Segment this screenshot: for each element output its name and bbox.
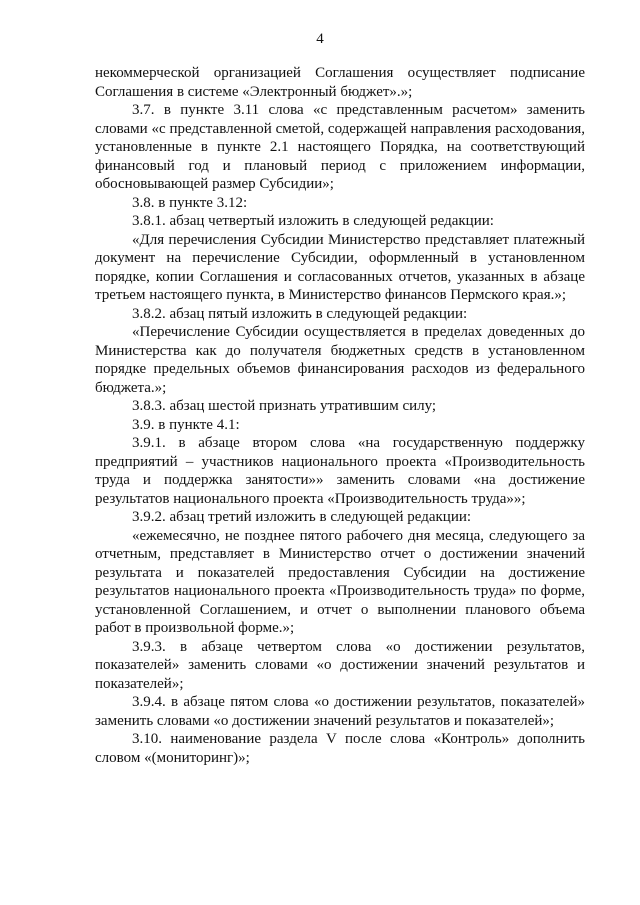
document-body: [95, 64, 585, 767]
paragraph-3-10: 3.10. наименование раздела V после слова «Контроль» дополнить словом «(мониторинг)»;: [95, 731, 585, 766]
quote-3-9-2: «ежемесячно, не позднее пятого рабочего дня месяца, следующего за отчетным, представляет в Министерство отчет о достижении значений результата и показателей предоставления Субсидии на достижение результатов национального проекта «Производительность труда» по форме, установленной Соглашением, и отчет о выполнении планового объема работ в произвольной форме.»;: [95, 527, 585, 636]
paragraph-3-9-4: 3.9.4. в абзаце пятом слова «о достижении результатов, показателей» заменить словами «о достижении значений результатов и показателей»;: [95, 694, 585, 729]
paragraph-3-8-2: 3.8.2. абзац пятый изложить в следующей редакции:: [132, 305, 468, 322]
paragraph-3-8: 3.8. в пункте 3.12:: [132, 194, 248, 211]
paragraph-3-9-2: 3.9.2. абзац третий изложить в следующей редакции:: [132, 509, 472, 525]
paragraph-continuation: некоммерческой организацией Соглашения осуществляет подписание Соглашения в системе «Электронный бюджет».»;: [95, 65, 585, 100]
paragraph-3-7: 3.7. в пункте 3.11 слова «с представленным расчетом» заменить словами «с представленной сметой, содержащей направления расходования, установленные в пункте 2.1 настоящего Порядка, на соответствующий финансовый год и плановый период с приложением информации, обосновывающей размер Субсидии»;: [95, 102, 585, 192]
paragraph-3-8-1: 3.8.1. абзац четвертый изложить в следующей редакции:: [132, 213, 494, 229]
paragraph-3-9-3: 3.9.3. в абзаце четвертом слова «о достижении результатов, показателей» заменить словами «о достижении значений результатов и показателей»;: [95, 638, 585, 692]
page-number: 4: [316, 31, 324, 47]
paragraph-3-9: 3.9. в пункте 4.1:: [132, 416, 240, 433]
paragraph-3-8-3: 3.8.3. абзац шестой признать утратившим силу;: [132, 398, 437, 414]
quote-3-8-2: «Перечисление Субсидии осуществляется в пределах доведенных до Министерства как до получателя бюджетных средств в установленном порядке предельных объемов финансирования расходов из федерального бюджета.»;: [95, 324, 585, 396]
quote-3-8-1: «Для перечисления Субсидии Министерство представляет платежный документ на перечисление Субсидии, оформленный в установленном порядке, копии Соглашения и согласованных отчетов, указанных в абзаце третьем настоящего пункта, в Министерство финансов Пермского края.»;: [95, 231, 585, 303]
paragraph-3-9-1: 3.9.1. в абзаце втором слова «на государственную поддержку предприятий – участников национального проекта «Производительность труда и поддержка занятости»» заменить словами «на достижение результатов национального проекта «Производительность труда»»;: [95, 435, 585, 507]
